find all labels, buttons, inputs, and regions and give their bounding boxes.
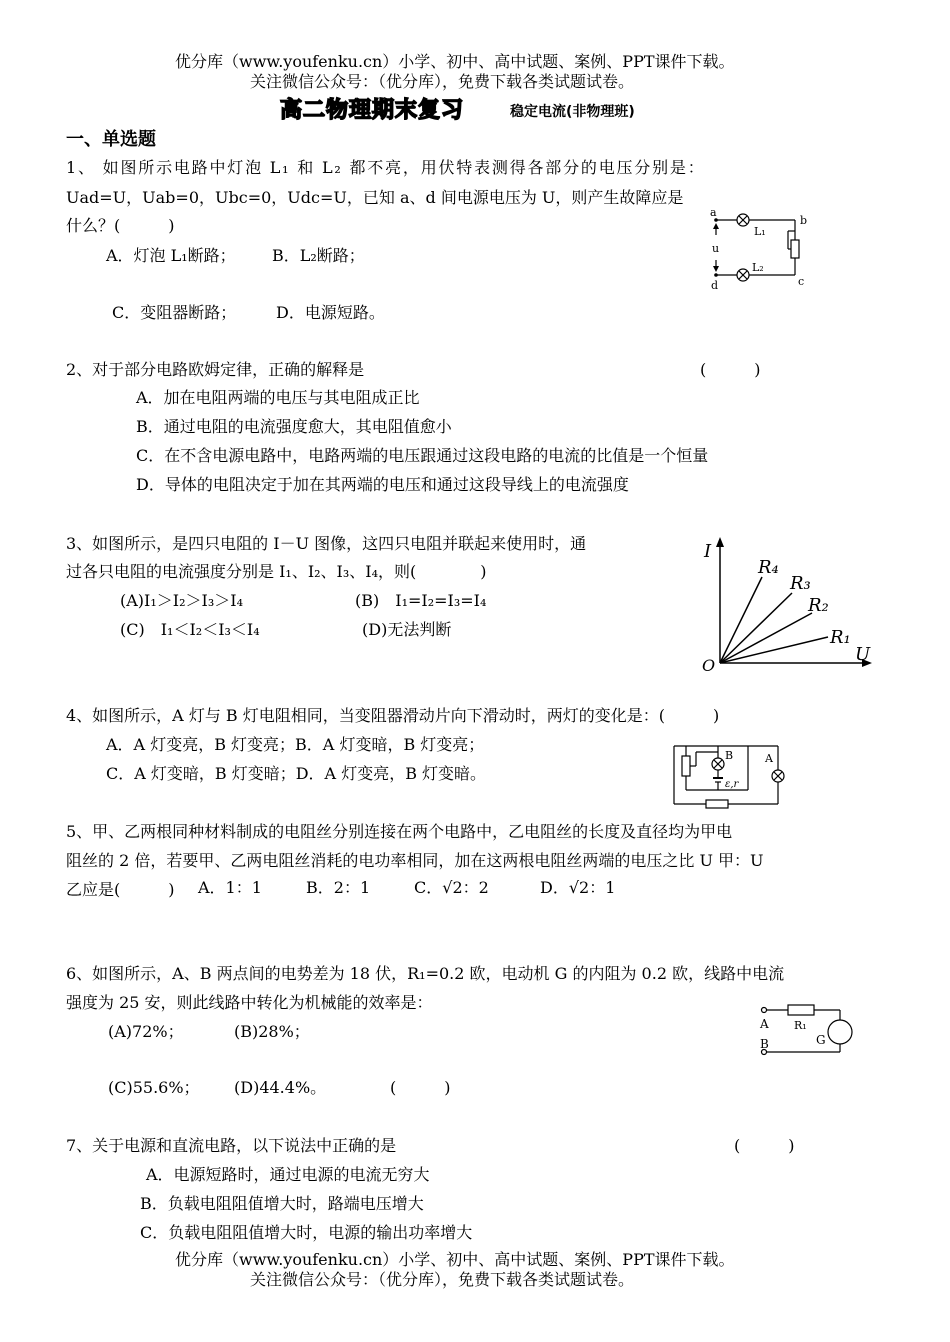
q1-line-2: Uad=U，Uab=0，Ubc=0，Udc=U，已知 a、d 间电源电压为 U，则产生故障应是 <box>66 188 684 207</box>
q6-fig-label-r1: R₁ <box>794 1019 807 1032</box>
q7-option-b: B．负载电阻阻值增大时，路端电压增大 <box>140 1194 424 1213</box>
q3-i-arrow <box>716 537 724 547</box>
q3-label-i: I <box>704 541 712 562</box>
q1-option-b: B．L₂断路； <box>272 246 365 265</box>
q6-option-d: (D)44.4%。 <box>234 1078 327 1097</box>
q3-option-b: (B) I₁=I₂=I₃=I₄ <box>355 591 487 610</box>
q5-line-3: 乙应是( ) <box>66 880 175 899</box>
q7-option-c: C．负载电阻阻值增大时，电源的输出功率增大 <box>140 1223 473 1242</box>
footer-line-1: 优分库（www.youfenku.cn）小学、初中、高中试题、案例、PPT课件下载。 <box>175 1250 735 1269</box>
q5-option-d: D．√2：1 <box>540 878 616 897</box>
q7-stem: 7、关于电源和直流电路，以下说法中正确的是 <box>66 1136 397 1155</box>
q5-option-a: A．1：1 <box>198 878 262 897</box>
q2-option-a: A．加在电阻两端的电压与其电阻成正比 <box>136 388 420 407</box>
q6-option-a: (A)72%； <box>108 1022 184 1041</box>
q3-label-r1: R₁ <box>830 627 851 648</box>
q7-option-a: A．电源短路时，通过电源的电流无穷大 <box>146 1165 430 1184</box>
q3-label-origin: O <box>702 656 716 675</box>
q3-label-r3: R₃ <box>790 573 811 594</box>
q1-fig-label-b: b <box>800 214 808 227</box>
q1-line-1: 1、 如图所示电路中灯泡 L₁ 和 L₂ 都不亮，用伏特表测得各部分的电压分别是： <box>66 158 706 177</box>
q3-option-d: (D)无法判断 <box>362 620 452 639</box>
q4-options-ab: A．A 灯变亮，B 灯变亮；B．A 灯变暗，B 灯变亮； <box>106 735 485 754</box>
q6-option-c: (C)55.6%； <box>108 1078 200 1097</box>
q6-fig-label-a: A <box>760 1017 769 1031</box>
q5-option-c: C．√2：2 <box>414 878 489 897</box>
q1-option-c: C．变阻器断路； <box>112 303 237 322</box>
page-title: 高二物理期末复习 <box>280 98 465 123</box>
q2-option-c: C．在不含电源电路中，电路两端的电压跟通过这段电路的电流的比值是一个恒量 <box>136 446 709 465</box>
q7-answer-paren: ( ) <box>734 1136 795 1155</box>
q1-fig-label-d: d <box>711 279 719 292</box>
q6-line-2: 强度为 25 安，则此线路中转化为机械能的效率是： <box>66 993 433 1012</box>
q1-fig-label-c: c <box>798 275 805 288</box>
q3-line-2: 过各只电阻的电流强度分别是 I₁、I₂、I₃、I₄，则( ) <box>66 562 487 581</box>
q5-line-1: 5、甲、乙两根同种材料制成的电阻丝分别连接在两个电路中，乙电阻丝的长度及直径均为甲电 <box>66 822 733 841</box>
section-heading: 一、单选题 <box>66 129 156 150</box>
q3-line-r4 <box>720 577 762 663</box>
q1-line-3: 什么？( ) <box>66 216 175 235</box>
q5-line-2: 阻丝的 2 倍，若要甲、乙两电阻丝消耗的电功率相同，加在这两根电阻丝两端的电压之比 U 甲：U <box>66 851 764 870</box>
q4-circuit-figure <box>668 740 790 812</box>
q6-fig-label-g: G <box>816 1033 826 1047</box>
q3-line-r3 <box>720 593 792 663</box>
q3-label-u: U <box>855 644 871 665</box>
q4-fig-label-a: A <box>765 752 773 765</box>
q1-option-a: A．灯泡 L₁断路； <box>106 246 236 265</box>
q3-line-r1 <box>720 637 828 663</box>
q1-option-d: D．电源短路。 <box>276 303 385 322</box>
q2-option-d: D．导体的电阻决定于加在其两端的电压和通过这段导线上的电流强度 <box>136 475 629 494</box>
q4-options-cd: C．A 灯变暗，B 灯变暗；D．A 灯变亮，B 灯变暗。 <box>106 764 487 783</box>
footer-line-2: 关注微信公众号：（优分库），免费下载各类试题试卷。 <box>250 1270 635 1289</box>
q1-circuit-figure <box>700 205 820 295</box>
q6-fig-label-b: B <box>760 1037 769 1051</box>
q3-label-r4: R₄ <box>758 557 779 578</box>
q4-stem: 4、如图所示，A 灯与 B 灯电阻相同，当变阻器滑动片向下滑动时，两灯的变化是：( ) <box>66 706 720 725</box>
header-line-2: 关注微信公众号：（优分库），免费下载各类试题试卷。 <box>250 72 635 91</box>
q4-fig-label-b: B <box>725 749 734 762</box>
q3-line-1: 3、如图所示，是四只电阻的 I－U 图像，这四只电阻并联起来使用时，通 <box>66 534 587 553</box>
q3-option-a: (A)I₁＞I₂＞I₃＞I₄ <box>120 591 243 610</box>
q2-option-b: B．通过电阻的电流强度愈大，其电阻值愈小 <box>136 417 452 436</box>
q5-option-b: B．2：1 <box>306 878 371 897</box>
q1-fig-label-a: a <box>710 206 717 219</box>
q3-line-r2 <box>720 613 812 663</box>
q2-answer-paren: ( ) <box>700 360 761 379</box>
q2-stem: 2、对于部分电路欧姆定律，正确的解释是 <box>66 360 365 379</box>
q3-option-c: (C) I₁＜I₂＜I₃＜I₄ <box>120 620 260 639</box>
q6-option-b: (B)28%； <box>234 1022 310 1041</box>
q6-answer-paren: ( ) <box>390 1078 451 1097</box>
q1-fig-label-u: u <box>712 242 720 255</box>
q3-label-r2: R₂ <box>808 595 829 616</box>
q6-line-1: 6、如图所示，A、B 两点间的电势差为 18 伏，R₁=0.2 欧，电动机 G 的内阻为 0.2 欧，线路中电流 <box>66 964 785 983</box>
q1-fig-label-l2: L₂ <box>752 261 764 274</box>
q4-fig-label-er: ε,r <box>725 779 739 790</box>
q6-circuit-figure <box>758 1000 868 1062</box>
q3-iu-graph <box>700 535 880 675</box>
header-line-1: 优分库（www.youfenku.cn）小学、初中、高中试题、案例、PPT课件下载。 <box>175 52 735 71</box>
q1-fig-label-l1: L₁ <box>754 225 766 238</box>
page-subtitle: 稳定电流(非物理班) <box>510 104 635 120</box>
